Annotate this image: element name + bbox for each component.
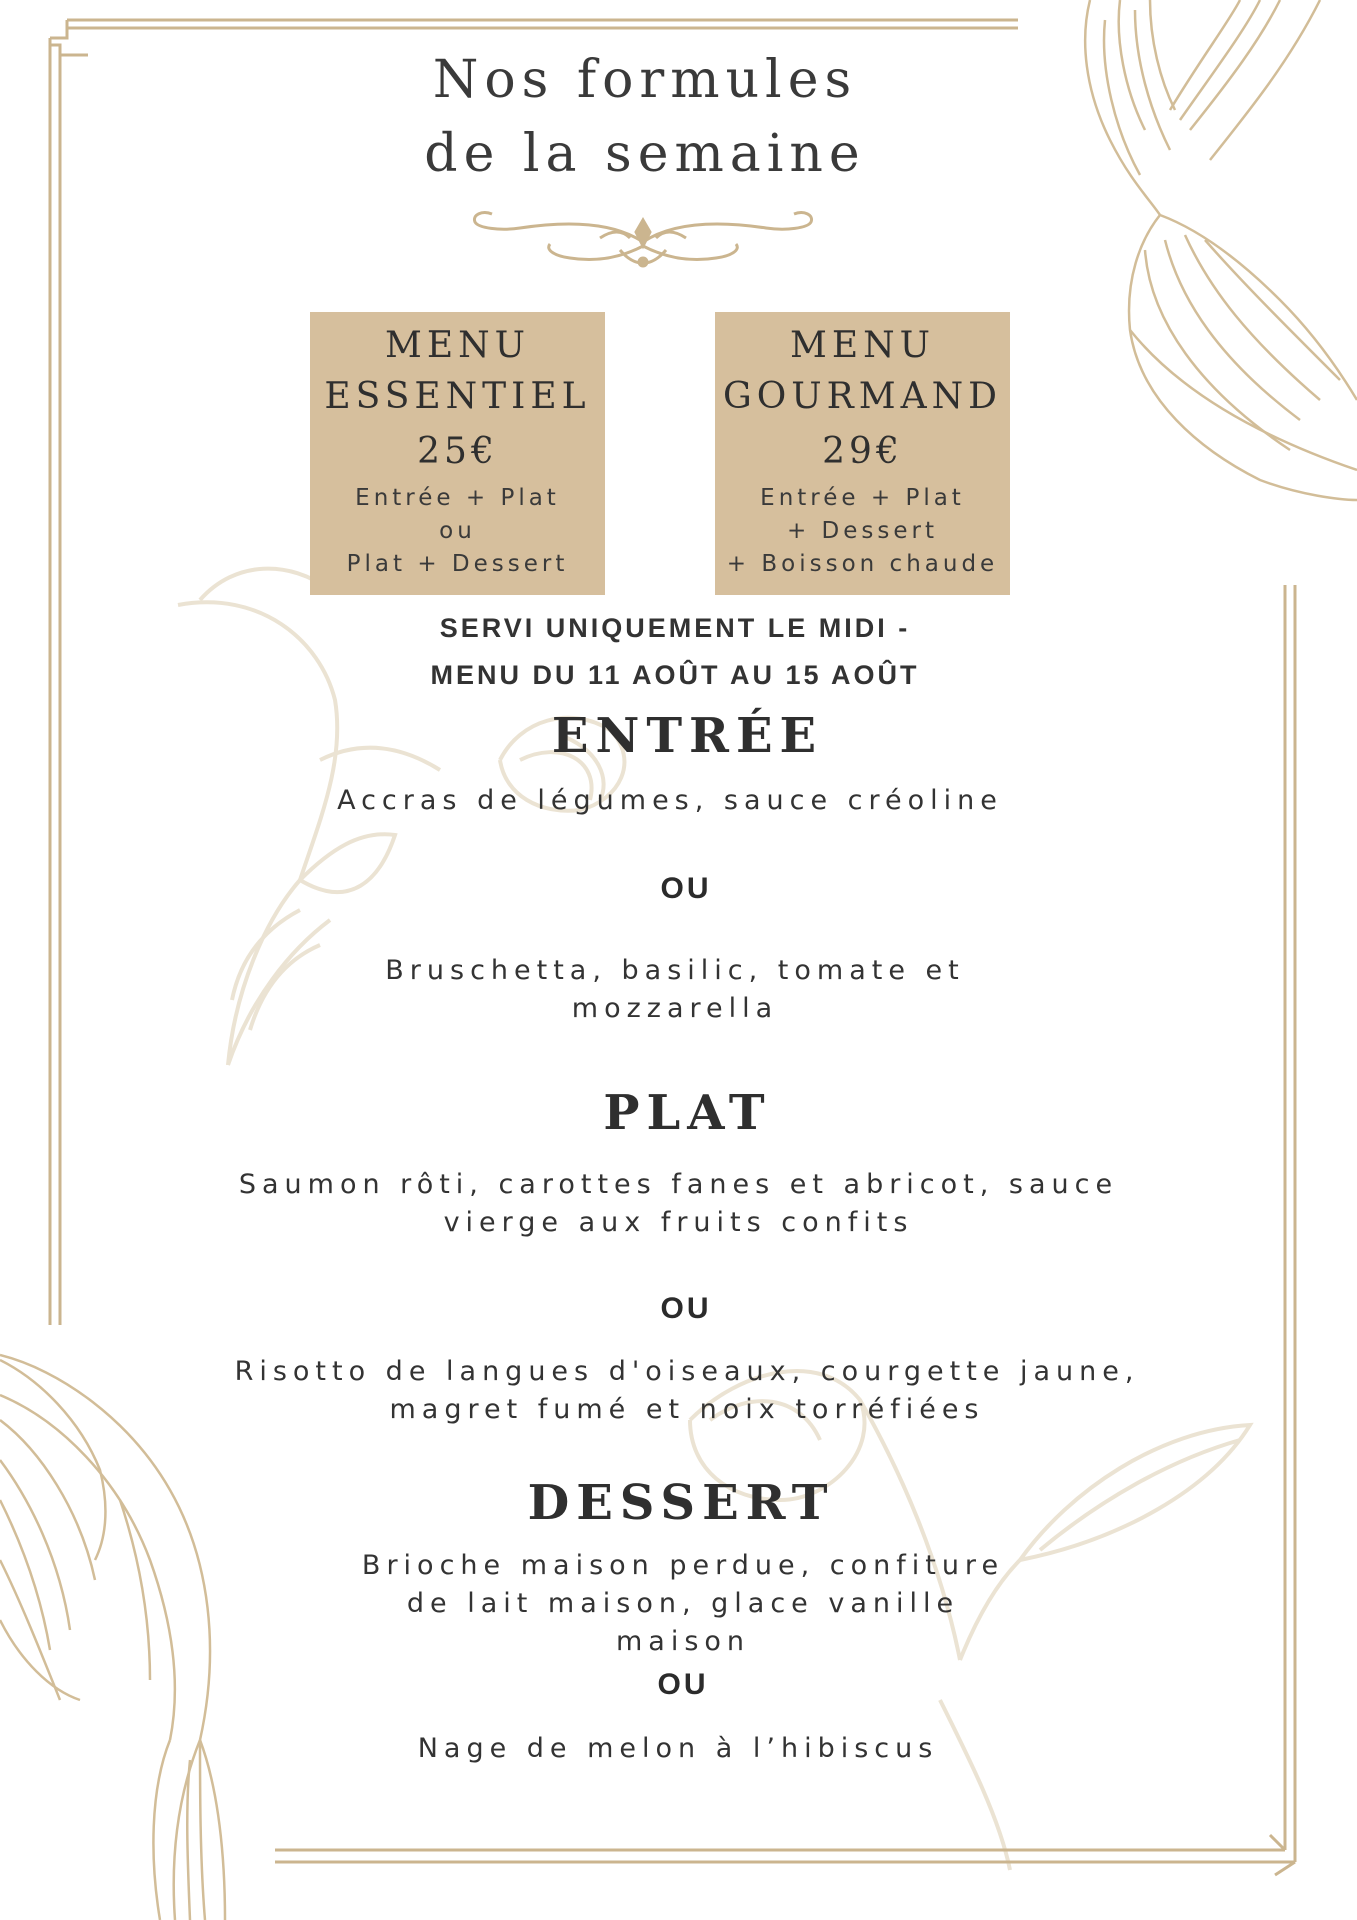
dish-line: Brioche maison perdue, confiture bbox=[361, 1550, 1005, 1581]
dish-line: Risotto de langues d'oiseaux, courgette jaune, bbox=[234, 1356, 1140, 1387]
menu-name-line1: MENU bbox=[790, 325, 935, 366]
dish-line: magret fumé et noix torréfiées bbox=[389, 1394, 985, 1425]
dish-line: Bruschetta, basilic, tomate et bbox=[385, 955, 965, 986]
menu-desc-line: ou bbox=[439, 518, 476, 544]
menu-desc-line: + Boisson chaude bbox=[726, 551, 999, 577]
menu-card-gourmand bbox=[715, 312, 1010, 595]
section-title-dessert: DESSERT bbox=[527, 1475, 835, 1531]
section-title-plat: PLAT bbox=[603, 1085, 772, 1141]
menu-desc-line: Entrée + Plat bbox=[355, 485, 560, 511]
menu-desc-line: Entrée + Plat bbox=[760, 485, 965, 511]
dish-line: Accras de légumes, sauce créoline bbox=[337, 785, 1003, 816]
or-separator: OU bbox=[660, 1292, 712, 1325]
section-title-entree: ENTRÉE bbox=[551, 708, 824, 764]
menu-card-essentiel bbox=[310, 312, 605, 595]
or-separator: OU bbox=[660, 872, 712, 905]
dish-line: Saumon rôti, carottes fanes et abricot, sauce bbox=[238, 1169, 1119, 1200]
dish-line: de lait maison, glace vanille bbox=[406, 1588, 960, 1619]
or-separator: OU bbox=[657, 1668, 709, 1701]
menu-name-line1: MENU bbox=[385, 325, 530, 366]
dish-line: maison bbox=[615, 1626, 751, 1657]
menu-price: 29€ bbox=[822, 431, 903, 472]
menu-name-line2: GOURMAND bbox=[723, 376, 1002, 417]
dish-line: vierge aux fruits confits bbox=[443, 1207, 914, 1238]
menu-name-line2: ESSENTIEL bbox=[324, 376, 591, 417]
menu-desc-line: Plat + Dessert bbox=[346, 551, 569, 577]
menu-price: 25€ bbox=[417, 431, 498, 472]
page-title-line2: de la semaine bbox=[424, 124, 866, 184]
service-notice-line1: SERVI UNIQUEMENT LE MIDI - bbox=[439, 613, 911, 643]
page-title-line1: Nos formules bbox=[432, 50, 858, 110]
menu-desc-line: + Dessert bbox=[786, 518, 939, 544]
service-notice-line2: MENU DU 11 AOÛT AU 15 AOÛT bbox=[430, 660, 920, 690]
title-ornament bbox=[474, 213, 811, 266]
dish-line: mozzarella bbox=[571, 993, 779, 1024]
dish-line: Nage de melon à l’hibiscus bbox=[417, 1733, 939, 1764]
